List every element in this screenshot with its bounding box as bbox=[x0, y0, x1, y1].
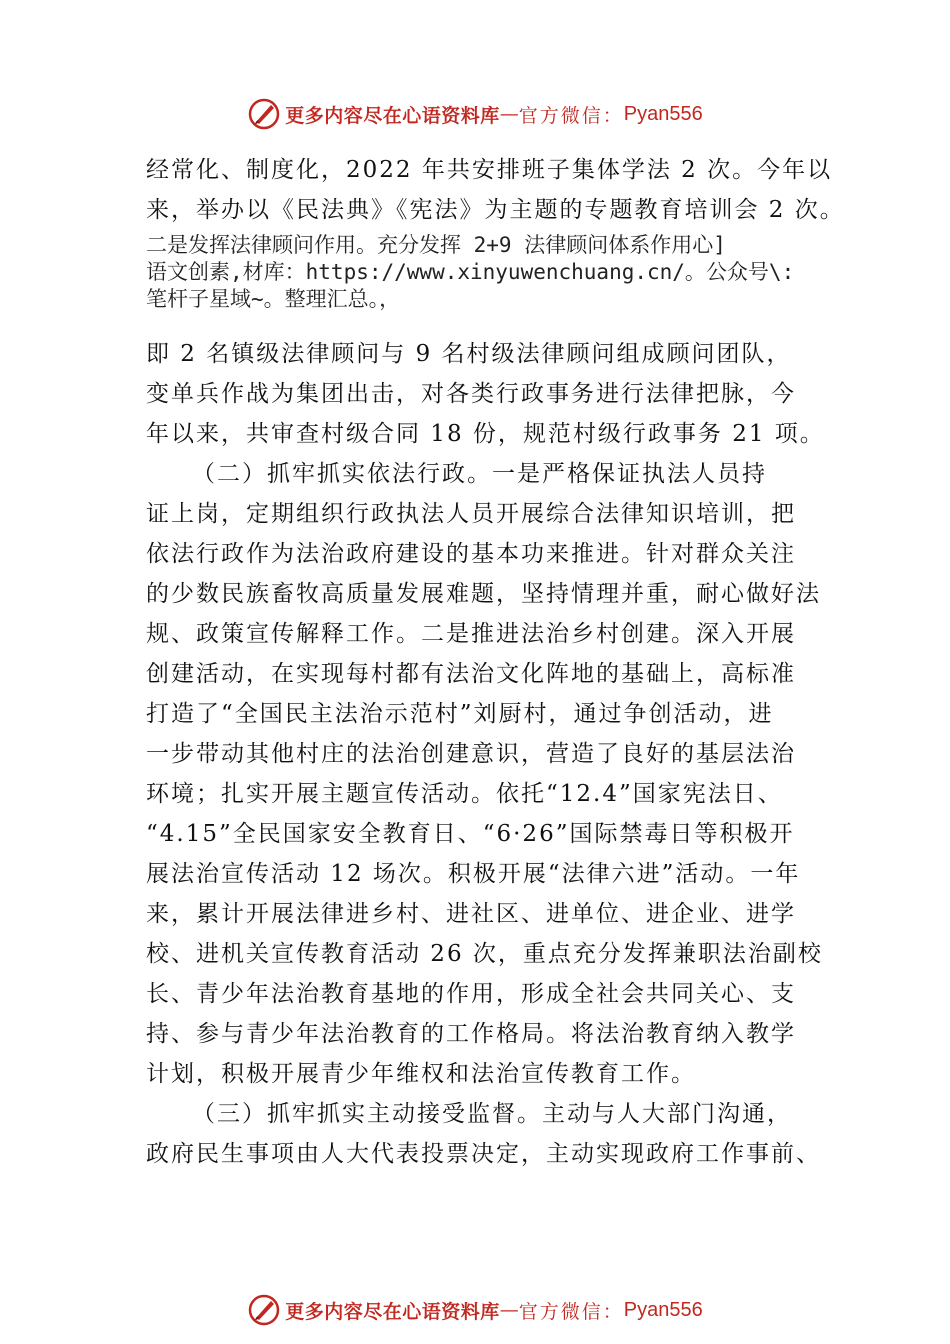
text-line: 校、进机关宣传教育活动 26 次，重点充分发挥兼职法治副校 bbox=[146, 941, 823, 967]
banner-wechat-id: Pyan556 bbox=[623, 1298, 703, 1321]
text-line: 来，举办以《民法典》《宪法》为主题的专题教育培训会 2 次。 bbox=[146, 197, 845, 223]
document-body bbox=[146, 334, 825, 1174]
banner-label: 官方微信： bbox=[518, 1300, 624, 1323]
banner-separator: — bbox=[499, 103, 519, 125]
header-banner bbox=[0, 94, 950, 134]
text-line: 展法治宣传活动 12 场次。积极开展“法律六进”活动。一年 bbox=[146, 861, 801, 887]
text-line: （三）抓牢抓实主动接受监督。主动与人大部门沟通， bbox=[192, 1101, 792, 1127]
text-line: 打造了“全国民主法治示范村”刘厨村，通过争创活动，进 bbox=[146, 701, 774, 727]
text-line: 政府民生事项由人大代表投票决定，主动实现政府工作事前、 bbox=[146, 1141, 821, 1167]
text-line: 环境；扎实开展主题宣传活动。依托“12.4”国家宪法日、 bbox=[146, 781, 783, 807]
banner-wechat-id: Pyan556 bbox=[623, 102, 703, 125]
text-line: 即 2 名镇级法律顾问与 9 名村级法律顾问组成顾问团队， bbox=[146, 341, 792, 367]
noise-line: 二是发挥法律顾问作用。充分发挥 2+9 法律顾问体系作用心] bbox=[146, 233, 726, 257]
text-line: 变单兵作战为集团出击，对各类行政事务进行法律把脉，今 bbox=[146, 381, 796, 407]
banner-label: 官方微信： bbox=[518, 104, 624, 127]
text-line: 规、政策宣传解释工作。二是推进法治乡村创建。深入开展 bbox=[146, 621, 796, 647]
brush-logo-icon bbox=[247, 1293, 281, 1327]
text-line: 一步带动其他村庄的法治创建意识，营造了良好的基层法治 bbox=[146, 741, 796, 767]
text-line: （二）抓牢抓实依法行政。一是严格保证执法人员持 bbox=[192, 461, 767, 487]
noise-line: 笔杆子星域~。整理汇总。， bbox=[146, 287, 401, 311]
text-line: 长、青少年法治教育基地的作用，形成全社会共同关心、支 bbox=[146, 981, 796, 1007]
document-body-top bbox=[146, 150, 845, 230]
banner-separator: — bbox=[499, 1299, 519, 1321]
text-line: 依法行政作为法治政府建设的基本功来推进。针对群众关注 bbox=[146, 541, 796, 567]
text-line: 来，累计开展法律进乡村、进社区、进单位、进企业、进学 bbox=[146, 901, 796, 927]
brush-logo-icon bbox=[247, 97, 281, 131]
text-line: 创建活动，在实现每村都有法治文化阵地的基础上，高标准 bbox=[146, 661, 796, 687]
footer-banner bbox=[0, 1290, 950, 1330]
text-line: 持、参与青少年法治教育的工作格局。将法治教育纳入教学 bbox=[146, 1021, 796, 1047]
text-line: 计划，积极开展青少年维权和法治宣传教育工作。 bbox=[146, 1061, 696, 1087]
inserted-watermark-text bbox=[146, 232, 846, 313]
text-line: 年以来，共审查村级合同 18 份，规范村级行政事务 21 项。 bbox=[146, 421, 825, 447]
text-line: 的少数民族畜牧高质量发展难题，坚持情理并重，耐心做好法 bbox=[146, 581, 821, 607]
noise-line: 语文创素,材库：https://www.xinyuwenchuang.cn/。公众号\: bbox=[146, 260, 795, 284]
banner-title: 更多内容尽在心语资料库 bbox=[285, 104, 500, 127]
text-line: 证上岗，定期组织行政执法人员开展综合法律知识培训，把 bbox=[146, 501, 796, 527]
banner-title: 更多内容尽在心语资料库 bbox=[285, 1300, 500, 1323]
text-line: 经常化、制度化，2022 年共安排班子集体学法 2 次。今年以 bbox=[146, 157, 833, 183]
text-line: “4.15”全民国家安全教育日、“6·26”国际禁毒日等积极开 bbox=[146, 821, 795, 847]
